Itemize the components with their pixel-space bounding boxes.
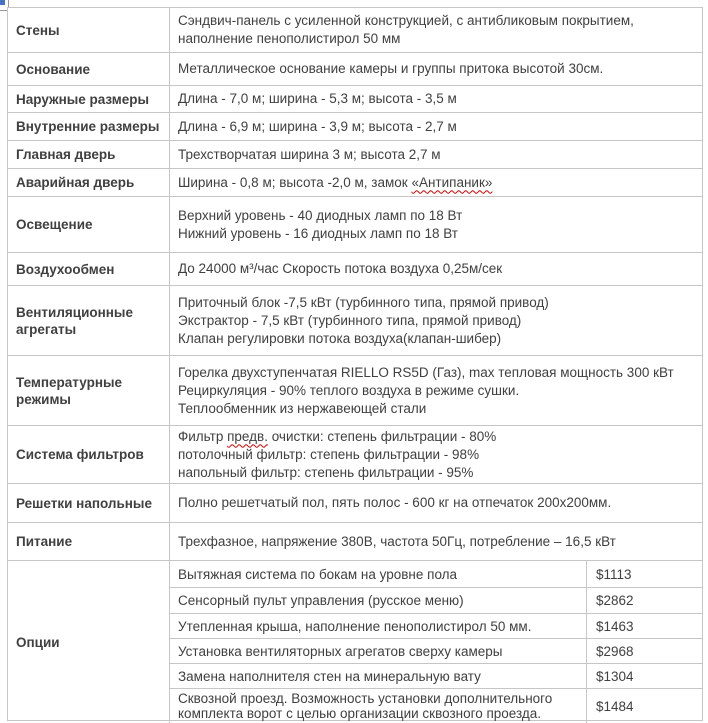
option-text xyxy=(170,689,586,723)
row-label: Питание xyxy=(8,523,170,560)
row-label: Основание xyxy=(8,53,170,85)
table-row-filter-system xyxy=(8,426,702,484)
value-line: Трехфазное, напряжение 380В, частота 50Гц, потребление – 16,5 кВт xyxy=(178,533,616,549)
value-line: Нижний уровень - 16 диодных ламп по 18 Вт xyxy=(178,225,458,241)
option-text xyxy=(170,614,586,638)
spec-table xyxy=(7,7,703,721)
option-price: $1304 xyxy=(586,664,702,688)
value-line: Металлическое основание камеры и группы притока высотой 30см. xyxy=(178,61,604,76)
row-label: Освещение xyxy=(8,197,170,252)
table-row-walls xyxy=(8,8,702,53)
row-value xyxy=(170,253,702,285)
value-line: Теплообменник из нержавеющей стали xyxy=(178,400,427,416)
row-value xyxy=(170,141,702,168)
row-label: Аварийная дверь xyxy=(8,169,170,196)
row-label: Главная дверь xyxy=(8,141,170,168)
value-text: очистки: степень фильтрации - 80% xyxy=(267,428,497,444)
row-value xyxy=(170,53,702,85)
option-text xyxy=(170,588,586,613)
row-label: Наружные размеры xyxy=(8,86,170,112)
table-row-inner-dimensions xyxy=(8,113,702,141)
row-label: Воздухообмен xyxy=(8,253,170,285)
option-text-line: Сквозной проезд. Возможность установки дополнительного комплекта ворот с целью организации сквозного проезда. xyxy=(178,691,553,721)
row-value xyxy=(170,426,702,483)
row-value xyxy=(170,197,702,252)
option-row xyxy=(170,561,702,588)
row-label: Вентиляционные агрегаты xyxy=(8,286,170,355)
row-label: Внутренние размеры xyxy=(8,113,170,140)
value-text: Фильтр xyxy=(178,428,228,444)
option-row xyxy=(170,614,702,639)
table-row-emergency-door xyxy=(8,169,702,197)
value-line: Клапан регулировки потока воздуха(клапан-шибер) xyxy=(178,330,502,346)
value-line xyxy=(178,174,696,192)
option-price: $1113 xyxy=(586,561,702,587)
options-list xyxy=(170,561,702,723)
option-text xyxy=(170,639,586,663)
option-text-line: Утепленная крыша, наполнение пенополистирол 50 мм. xyxy=(178,618,532,634)
table-move-handle-blue-square xyxy=(0,0,5,5)
option-text xyxy=(170,664,586,688)
value-line: Горелка двухступенчатая RIELLO RS5D (Газ), max тепловая мощность 300 кВт xyxy=(178,364,674,380)
row-value xyxy=(170,8,702,52)
table-row-temperature-modes xyxy=(8,356,702,426)
value-line: потолочный фильтр: степень фильтрации - 98% xyxy=(178,446,480,462)
row-label: Система фильтров xyxy=(8,426,170,483)
row-label: Опции xyxy=(8,561,170,723)
value-line: Приточный блок -7,5 кВт (турбинного типа, прямой привод) xyxy=(178,294,549,310)
value-line: наполнение пенополистирол 50 мм xyxy=(178,31,401,46)
table-row-air-exchange xyxy=(8,253,702,286)
misspelled-word: предв. xyxy=(227,428,268,444)
value-line: Сэндвич-панель с усиленной конструкцией, с антибликовым покрытием, xyxy=(178,13,634,28)
misspelled-word: «Антипаник» xyxy=(411,174,493,190)
table-row-ventilation-units xyxy=(8,286,702,356)
value-line: До 24000 м³/час Скорость потока воздуха 0,25м/сек xyxy=(178,261,503,276)
value-line xyxy=(178,428,696,446)
row-value xyxy=(170,113,702,140)
option-text-line: Сенсорный пульт управления (русское меню) xyxy=(178,593,464,608)
option-text-line: Замена наполнителя стен на минеральную вату xyxy=(178,668,481,684)
value-line: Длина - 7,0 м; ширина - 5,3 м; высота - 3,5 м xyxy=(178,91,457,106)
row-value xyxy=(170,169,702,196)
option-price: $1484 xyxy=(586,689,702,723)
row-value xyxy=(170,523,702,560)
option-text xyxy=(170,561,586,587)
option-price: $1463 xyxy=(586,614,702,638)
row-value xyxy=(170,484,702,522)
row-value xyxy=(170,86,702,112)
table-row-options xyxy=(8,561,702,723)
table-row-lighting xyxy=(8,197,702,253)
option-text-line: Установка вентиляторных агрегатов сверху камеры xyxy=(178,643,503,659)
row-value xyxy=(170,356,702,425)
value-line: Трехстворчатая ширина 3 м; высота 2,7 м xyxy=(178,146,441,162)
value-line: Экстрактор - 7,5 кВт (турбинного типа, прямой привод) xyxy=(178,312,522,328)
table-row-power xyxy=(8,523,702,561)
value-line: напольный фильтр: степень фильтрации - 95% xyxy=(178,464,474,480)
row-label: Стены xyxy=(8,8,170,52)
value-line: Верхний уровень - 40 диодных ламп по 18 Вт xyxy=(178,207,463,223)
table-row-outer-dimensions xyxy=(8,86,702,113)
option-row xyxy=(170,588,702,614)
value-text: Ширина - 0,8 м; высота -2,0 м, замок xyxy=(178,174,412,190)
option-price: $2862 xyxy=(586,588,702,613)
row-value xyxy=(170,286,702,355)
value-line: Полно решетчатый пол, пять полос - 600 кг на отпечаток 200х200мм. xyxy=(178,495,612,510)
table-row-main-door xyxy=(8,141,702,169)
value-line: Длина - 6,9 м; ширина - 3,9 м; высота - 2,7 м xyxy=(178,118,457,134)
option-row xyxy=(170,689,702,723)
option-row xyxy=(170,639,702,664)
value-line: Рециркуляция - 90% теплого воздуха в режиме сушки. xyxy=(178,382,520,398)
table-row-base xyxy=(8,53,702,86)
table-row-floor-grates xyxy=(8,484,702,523)
row-label: Решетки напольные xyxy=(8,484,170,522)
option-price: $2968 xyxy=(586,639,702,663)
option-text-line: Вытяжная система по бокам на уровне пола xyxy=(178,566,458,582)
option-row xyxy=(170,664,702,689)
row-label: Температурные режимы xyxy=(8,356,170,425)
